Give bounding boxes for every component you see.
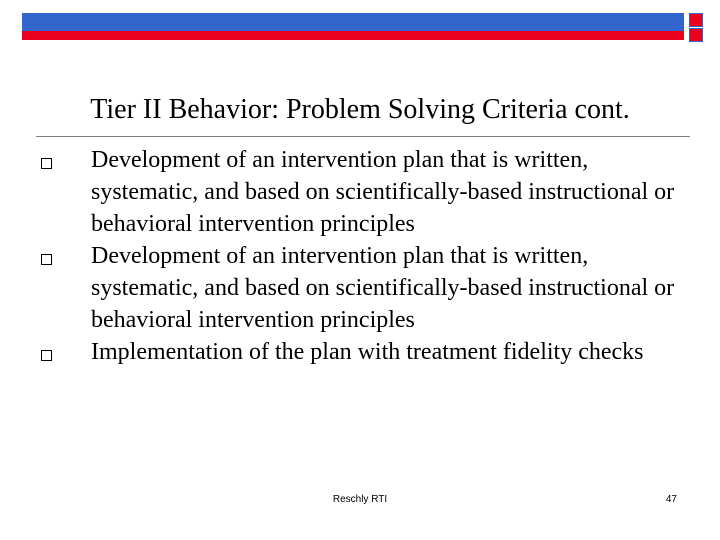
footer-text: Reschly RTI xyxy=(332,494,388,505)
corner-square-bottom xyxy=(689,28,703,42)
bullet-item xyxy=(36,144,686,240)
slide-title: Tier II Behavior: Problem Solving Criteria cont. xyxy=(90,94,630,125)
square-bullet-icon xyxy=(41,158,52,169)
square-bullet-icon xyxy=(41,350,52,361)
square-bullet-icon xyxy=(41,254,52,265)
title-divider xyxy=(36,136,690,137)
bullet-item xyxy=(36,336,686,368)
header-blue-bar xyxy=(22,13,684,31)
bullet-list xyxy=(36,144,686,368)
header-red-bar xyxy=(22,31,684,40)
corner-square-top xyxy=(689,13,703,27)
page-number: 47 xyxy=(665,494,677,505)
bullet-text: Implementation of the plan with treatment fidelity checks xyxy=(91,339,644,365)
bullet-text: Development of an intervention plan that is written, systematic, and based on scientifically-based instructional or behavioral intervention principles xyxy=(91,243,675,333)
bullet-text: Development of an intervention plan that is written, systematic, and based on scientifically-based instructional or behavioral intervention principles xyxy=(91,147,675,237)
bullet-item xyxy=(36,240,686,336)
